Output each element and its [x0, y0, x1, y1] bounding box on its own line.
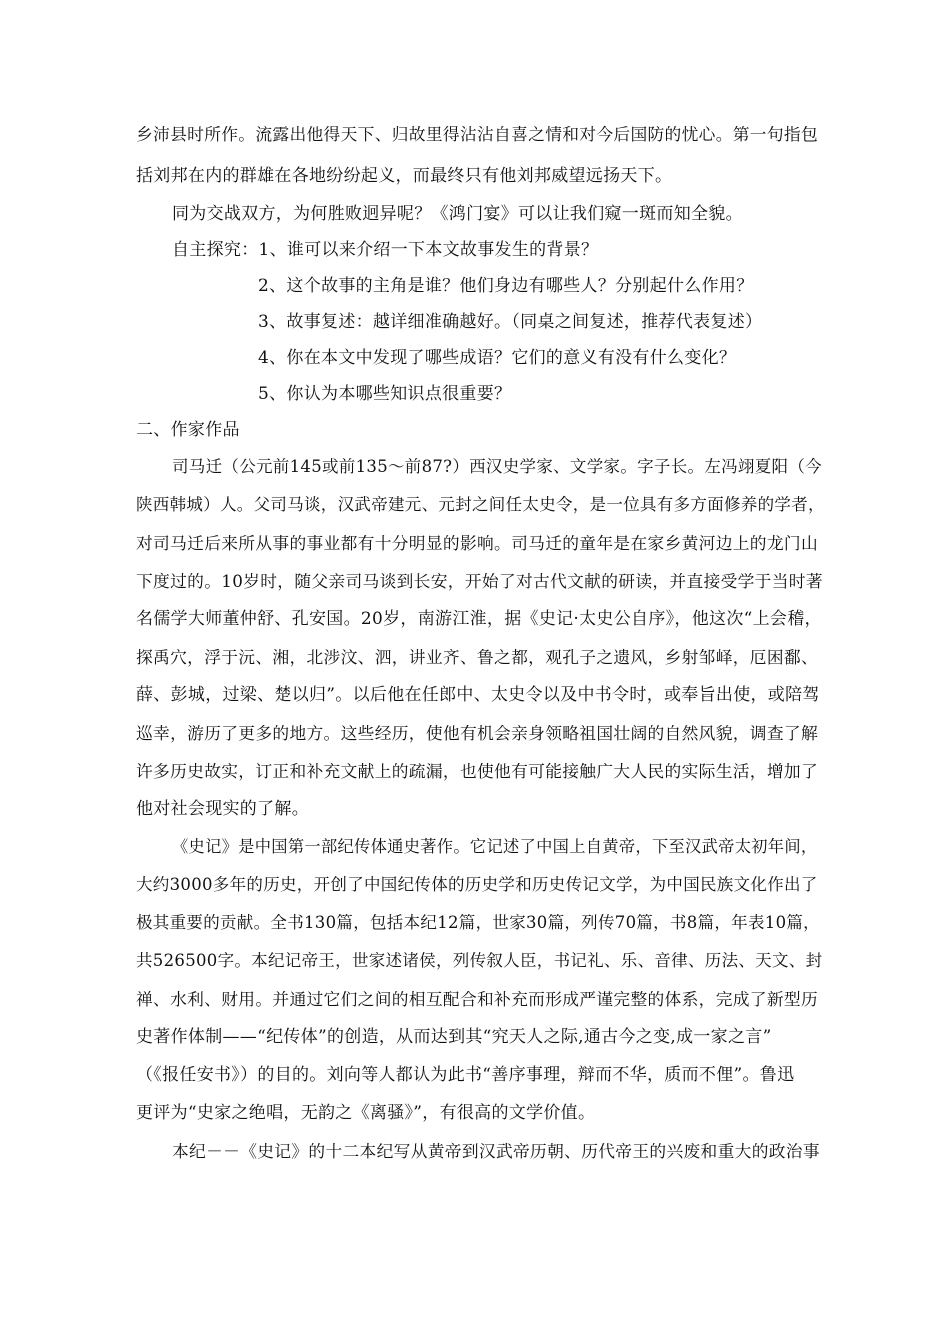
text-line: 巡幸，游历了更多的地方。这些经历，使他有机会亲身领略祖国壮阔的自然风貌，调查了解 [136, 723, 819, 743]
text-line: 司马迁（公元前145或前135～前87?）西汉史学家、文学家。字子长。左冯翊夏阳（今 [172, 457, 822, 476]
text-line: 共526500字。本纪记帝王，世家述诸侯，列传叙人臣，书记礼、乐、音律、历法、天文、封 [136, 951, 823, 970]
text-line: 名儒学大师董仲舒、孔安国。20岁，南游江淮，据《史记·太史公自序》，他这次“上会稽， [136, 609, 822, 629]
text-line: 自主探究：1、谁可以来介绍一下本文故事发生的背景？ [172, 240, 599, 260]
text-line: 极其重要的贡献。全书130篇，包括本纪12篇，世家30篇，列传70篇，书8篇，年表10篇， [136, 913, 820, 932]
text-line: 探禹穴，浮于沅、湘，北涉汶、泗，讲业齐、鲁之都，观孔子之遗风，乡射邹峄，厄困鄱、 [136, 647, 819, 667]
text-line: 大约3000多年的历史，开创了中国纪传体的历史学和历史传记文学，为中国民族文化作出了 [136, 875, 818, 894]
text-line: 同为交战双方，为何胜败迥异呢？《鸿门宴》可以让我们窥一斑而知全貌。 [172, 204, 743, 224]
text-line: 乡沛县时所作。流露出他得天下、归故里得沾沾自喜之情和对今后国防的忧心。第一句指包 [136, 124, 819, 144]
text-line: 他对社会现实的了解。 [136, 799, 309, 819]
text-line: 禅、水利、财用。并通过它们之间的相互配合和补充而形成严谨完整的体系，完成了新型历 [136, 989, 819, 1009]
text-line: 本纪－－《史记》的十二本纪写从黄帝到汉武帝历朝、历代帝王的兴废和重大的政治事 [172, 1141, 820, 1161]
text-line: 括刘邦在内的群雄在各地纷纷起义，而最终只有他刘邦威望远扬天下。 [136, 166, 673, 186]
section-heading: 二、作家作品 [136, 420, 240, 440]
text-line: 更评为“史家之绝唱，无韵之《离骚》”，有很高的文学价值。 [136, 1103, 596, 1123]
text-line: 3、故事复述：越详细准确越好。（同桌之间复述，推荐代表复述） [258, 312, 763, 332]
text-line: 陕西韩城）人。父司马谈，汉武帝建元、元封之间任太史令，是一位具有多方面修养的学者， [136, 495, 825, 514]
text-line: 下度过的。10岁时，随父亲司马谈到长安，开始了对古代文献的研读，并直接受学于当时著 [136, 571, 823, 591]
text-line: 2、这个故事的主角是谁？他们身边有哪些人？分别起什么作用？ [258, 276, 754, 296]
text-line: 4、你在本文中发现了哪些成语？它们的意义有没有什么变化？ [258, 348, 737, 368]
text-line: （《报任安书》）的目的。刘向等人都认为此书“善序事理，辩而不华，质而不俚”。鲁迅 [136, 1065, 795, 1085]
text-line: 对司马迁后来所从事的事业都有十分明显的影响。司马迁的童年是在家乡黄河边上的龙门山 [136, 533, 819, 553]
text-line: 许多历史故实，订正和补充文献上的疏漏，也使他有可能接触广大人民的实际生活，增加了 [136, 761, 819, 781]
text-line: 薛、彭城，过梁、楚以归”。以后他在任郎中、太史令以及中书令时，或奉旨出使，或陪驾 [136, 685, 820, 705]
text-line: 史著作体制——“纪传体”的创造，从而达到其“究天人之际,通古今之变,成一家之言” [136, 1027, 772, 1047]
text-line: 《史记》是中国第一部纪传体通史著作。它记述了中国上自黄帝，下至汉武帝太初年间， [172, 837, 818, 856]
text-line: 5、你认为本哪些知识点很重要？ [258, 384, 512, 404]
